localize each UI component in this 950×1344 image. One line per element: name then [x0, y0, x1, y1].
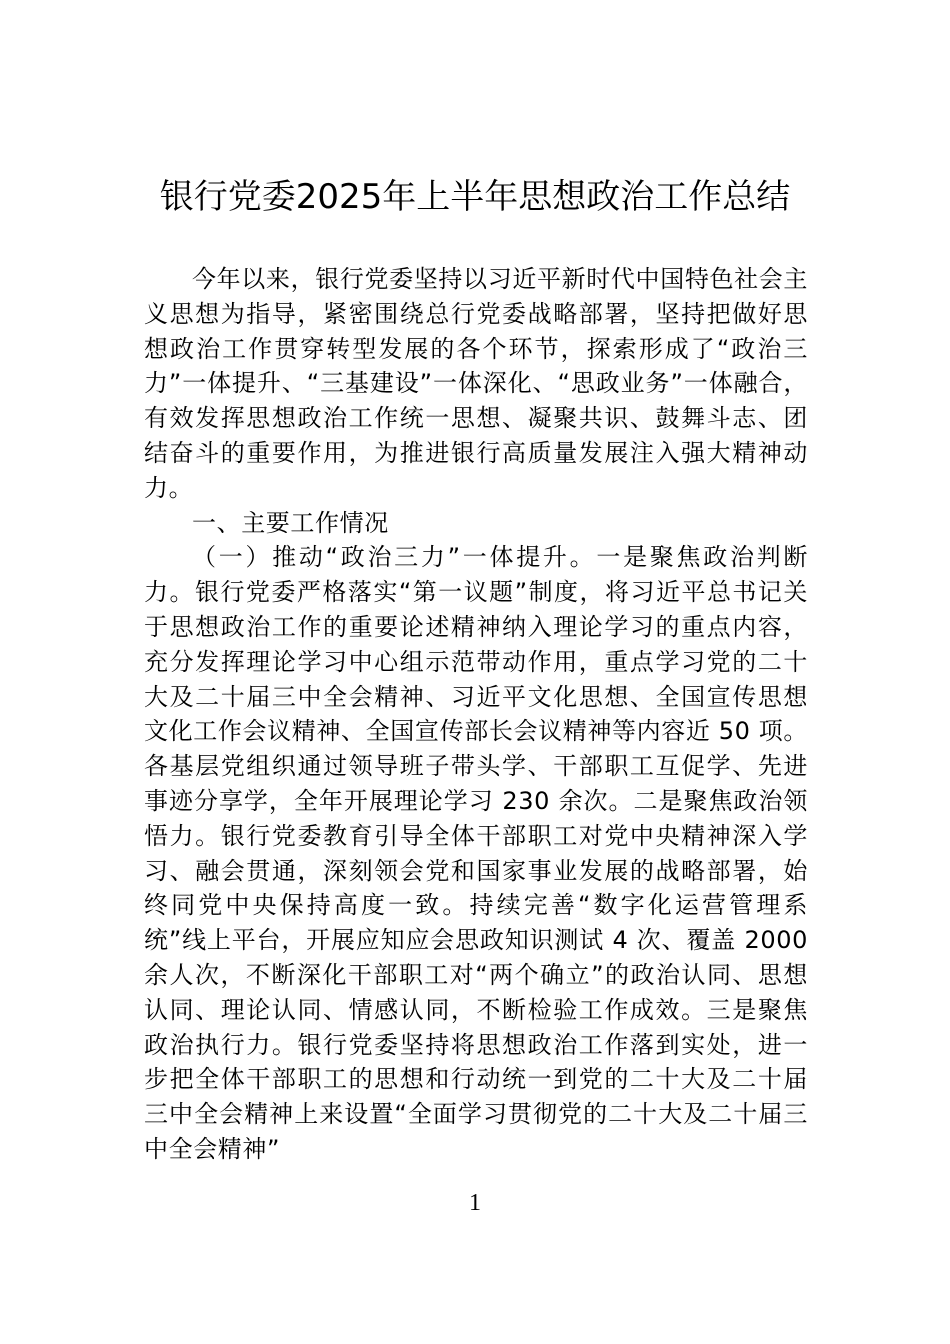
page-number: 1 — [469, 1190, 481, 1216]
section-paragraph: （一）推动“政治三力”一体提升。一是聚焦政治判断力。银行党委严格落实“第一议题”制度，将习近平总书记关于思想政治工作的重要论述精神纳入理论学习的重点内容，充分发挥理论学习中心组示范带动作用，重点学习党的二十大及二十届三中全会精神、习近平文化思想、全国宣传思想文化工作会议精神、全国宣传部长会议精神等内容近 50 项。各基层党组织通过领导班子带头学、干部职工互促学、先进事迹分享学，全年开展理论学习 230 余次。二是聚焦政治领悟力。银行党委教育引导全体干部职工对党中央精神深入学习、融会贯通，深刻领会党和国家事业发展的战略部署，始终同党中央保持高度一致。持续完善“数字化运营管理系统”线上平台，开展应知应会思政知识测试 4 次、覆盖 2000 余人次，不断深化干部职工对“两个确立”的政治认同、思想认同、理论认同、情感认同，不断检验工作成效。三是聚焦政治执行力。银行党委坚持将思想政治工作落到实处，进一步把全体干部职工的思想和行动统一到党的二十大及二十届三中全会精神上来设置“全面学习贯彻党的二十大及二十届三中全会精神” — [144, 543, 808, 1163]
document-body — [144, 262, 808, 1167]
section-heading: 一、主要工作情况 — [192, 508, 389, 537]
document-title: 银行党委2025年上半年思想政治工作总结 — [159, 177, 791, 217]
intro-paragraph: 今年以来，银行党委坚持以习近平新时代中国特色社会主义思想为指导，紧密围绕总行党委战略部署，坚持把做好思想政治工作贯穿转型发展的各个环节，探索形成了“政治三力”一体提升、“三基建设”一体深化、“思政业务”一体融合，有效发挥思想政治工作统一思想、凝聚共识、鼓舞斗志、团结奋斗的重要作用，为推进银行高质量发展注入强大精神动力。 — [144, 265, 808, 502]
